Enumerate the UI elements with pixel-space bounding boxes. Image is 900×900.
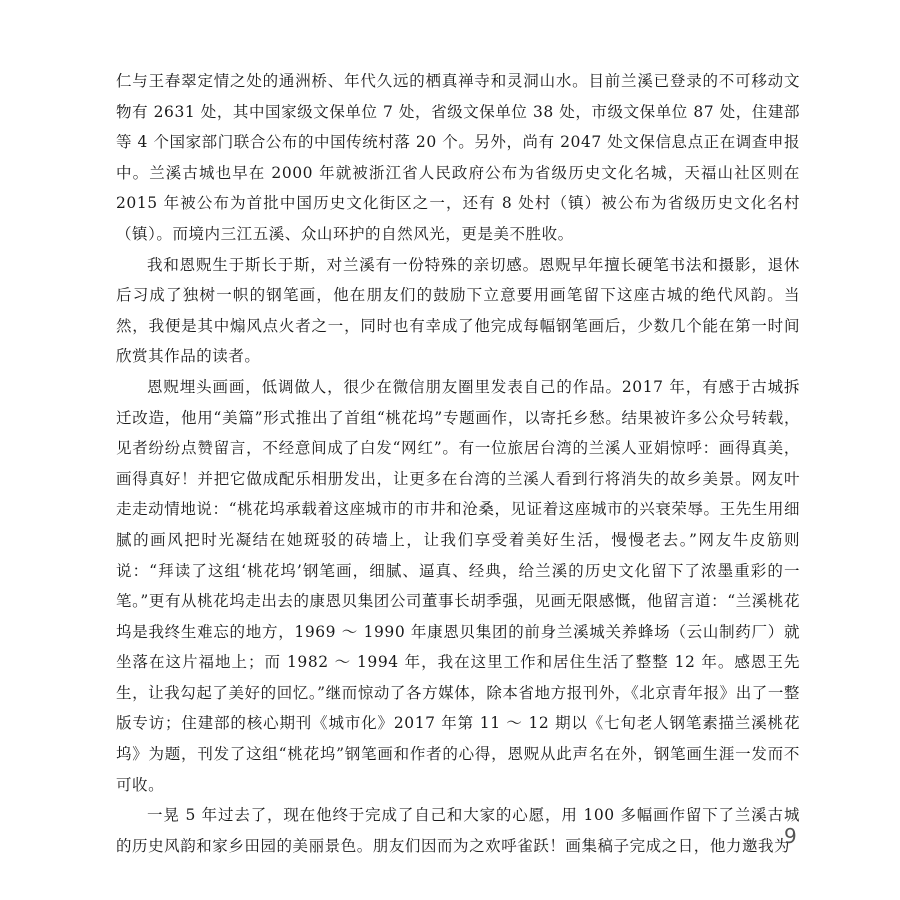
paragraph-2: 我和恩贶生于斯长于斯，对兰溪有一份特殊的亲切感。恩贶早年擅长硬笔书法和摄影，退休后习成了独树一帜的钢笔画，他在朋友们的鼓励下立意要用画笔留下这座古城的绝代风韵。当然，我便是其中煽风点火者之一，同时也有幸成了他完成每幅钢笔画后，少数几个能在第一时间欣赏其作品的读者。 xyxy=(116,255,800,366)
paragraph-4: 一晃 5 年过去了，现在他终于完成了自己和大家的心愿，用 100 多幅画作留下了兰溪古城的历史风韵和家乡田园的美丽景色。朋友们因而为之欢呼雀跃！画集稿子完成之日，他力邀我为 xyxy=(116,806,800,855)
paragraph-3: 恩贶埋头画画，低调做人，很少在微信朋友圈里发表自己的作品。2017 年，有感于古城拆迁改造，他用“美篇”形式推出了首组“桃花坞”专题画作，以寄托乡愁。结果被许多公众号转载，见者纷纷点赞留言，不经意间成了白发“网红”。有一位旅居台湾的兰溪人亚娟惊呼：画得真美，画得真好！并把它做成配乐相册发出，让更多在台湾的兰溪人看到行将消失的故乡美景。网友叶走走动情地说：“桃花坞承载着这座城市的市井和沧桑，见证着这座城市的兴衰荣辱。王先生用细腻的画风把时光凝结在她斑驳的砖墙上，让我们享受着美好生活，慢慢老去。”网友牛皮筋则说：“拜读了这组‘桃花坞’钢笔画，细腻、逼真、经典，给兰溪的历史文化留下了浓墨重彩的一笔。”更有从桃花坞走出去的康恩贝集团公司董事长胡季强，见画无限感慨，他留言道：“兰溪桃花坞是我终生难忘的地方，1969 ～ 1990 年康恩贝集团的前身兰溪城关养蜂场（云山制药厂）就坐落在这片福地上；而 1982 ～ 1994 年，我在这里工作和居住生活了整整 12 年。感恩王先生，让我勾起了美好的回忆。”继而惊动了各方媒体，除本省地方报刊外，《北京青年报》出了一整版专访；住建部的核心期刊《城市化》2017 年第 11 ～ 12 期以《七旬老人钢笔素描兰溪桃花坞》为题，刊发了这组“桃花坞”钢笔画和作者的心得，恩贶从此声名在外，钢笔画生涯一发而不可收。 xyxy=(116,377,800,794)
page-body xyxy=(116,66,800,861)
paragraph-1: 仁与王春翠定情之处的通洲桥、年代久远的栖真禅寺和灵洞山水。目前兰溪已登录的不可移动文物有 2631 处，其中国家级文保单位 7 处，省级文保单位 38 处，市级文保单位 87 处，住建部等 4 个国家部门联合公布的中国传统村落 20 个。另外，尚有 2047 处文保信息点正在调查申报中。兰溪古城也早在 2000 年就被浙江省人民政府公布为省级历史文化名城，天福山社区则在 2015 年被公布为首批中国历史文化街区之一，还有 8 处村（镇）被公布为省级历史文化名村（镇）。而境内三江五溪、众山环护的自然风光，更是美不胜收。 xyxy=(116,72,800,243)
page-number: 9 xyxy=(784,824,797,848)
